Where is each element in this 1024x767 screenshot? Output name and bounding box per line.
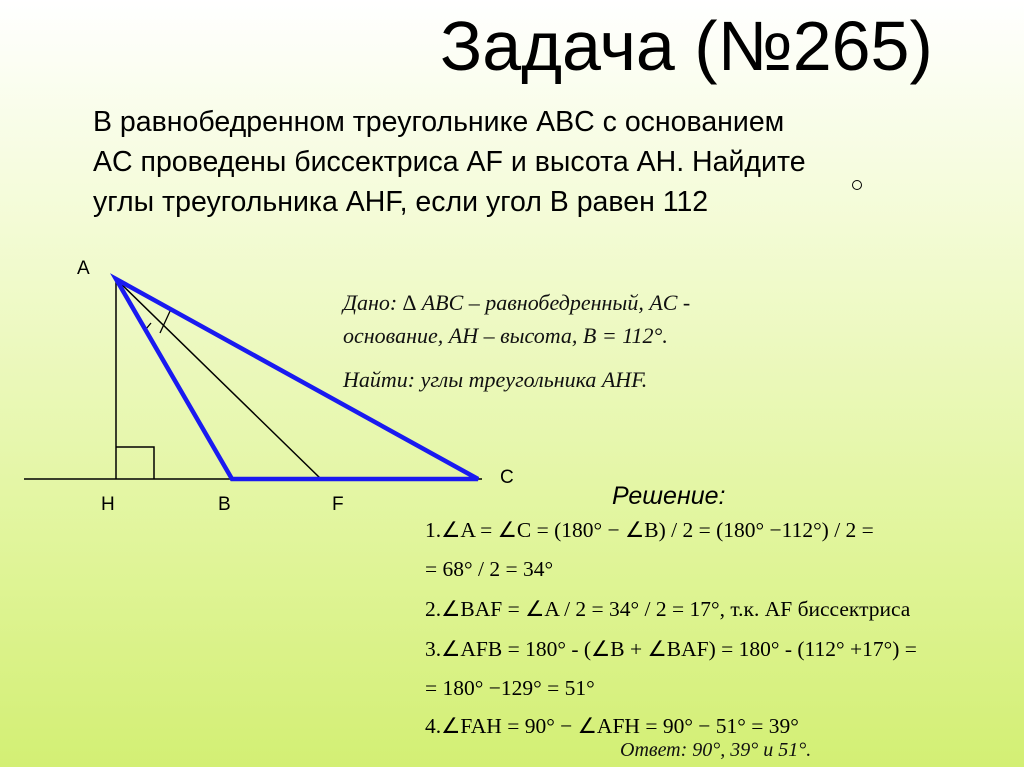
problem-statement: [93, 102, 993, 222]
statement-line-2: AC проведены биссектриса AF и высота AH. Найдите: [93, 146, 806, 178]
page-title: Задача (№265): [440, 7, 933, 85]
solution-line-6: 4.∠FAH = 90° − ∠AFH = 90° − 51° = 39°: [425, 714, 799, 738]
vertex-label-b: B: [218, 494, 231, 515]
bisector-af: [116, 279, 321, 479]
answer-text: Ответ: 90°, 39° и 51°.: [620, 739, 812, 761]
solution-line-5: = 180° −129° = 51°: [425, 676, 595, 700]
find-text: Найти: углы треугольника AHF.: [343, 367, 648, 392]
given-block: [343, 286, 803, 352]
vertex-label-h: H: [101, 494, 115, 515]
right-angle-marker: [116, 447, 154, 479]
solution-line-4: 3.∠AFB = 180° - (∠B + ∠BAF) = 180° - (112° +17°) =: [425, 637, 917, 661]
angle-tick-2: [160, 309, 171, 333]
given-line-1: Дано: ∆ ABC – равнобедренный, AC -: [343, 290, 691, 315]
solution-heading: Решение:: [612, 482, 726, 510]
solution-line-2: = 68° / 2 = 34°: [425, 557, 554, 581]
vertex-label-f: F: [332, 494, 344, 515]
degree-mark: [852, 180, 862, 190]
vertex-label-a: A: [77, 258, 90, 279]
solution-line-1: 1.∠A = ∠C = (180° − ∠B) / 2 = (180° −112°) / 2 =: [425, 518, 874, 542]
vertex-label-c: C: [500, 467, 514, 488]
statement-line-1: В равнобедренном треугольнике ABC с основанием: [93, 106, 785, 138]
given-line-2: основание, AH – высота, B = 112°.: [343, 323, 668, 348]
statement-line-3: углы треугольника AHF, если угол B равен 112: [93, 186, 709, 218]
solution-line-3: 2.∠BAF = ∠A / 2 = 34° / 2 = 17°, т.к. AF биссектриса: [425, 597, 911, 621]
